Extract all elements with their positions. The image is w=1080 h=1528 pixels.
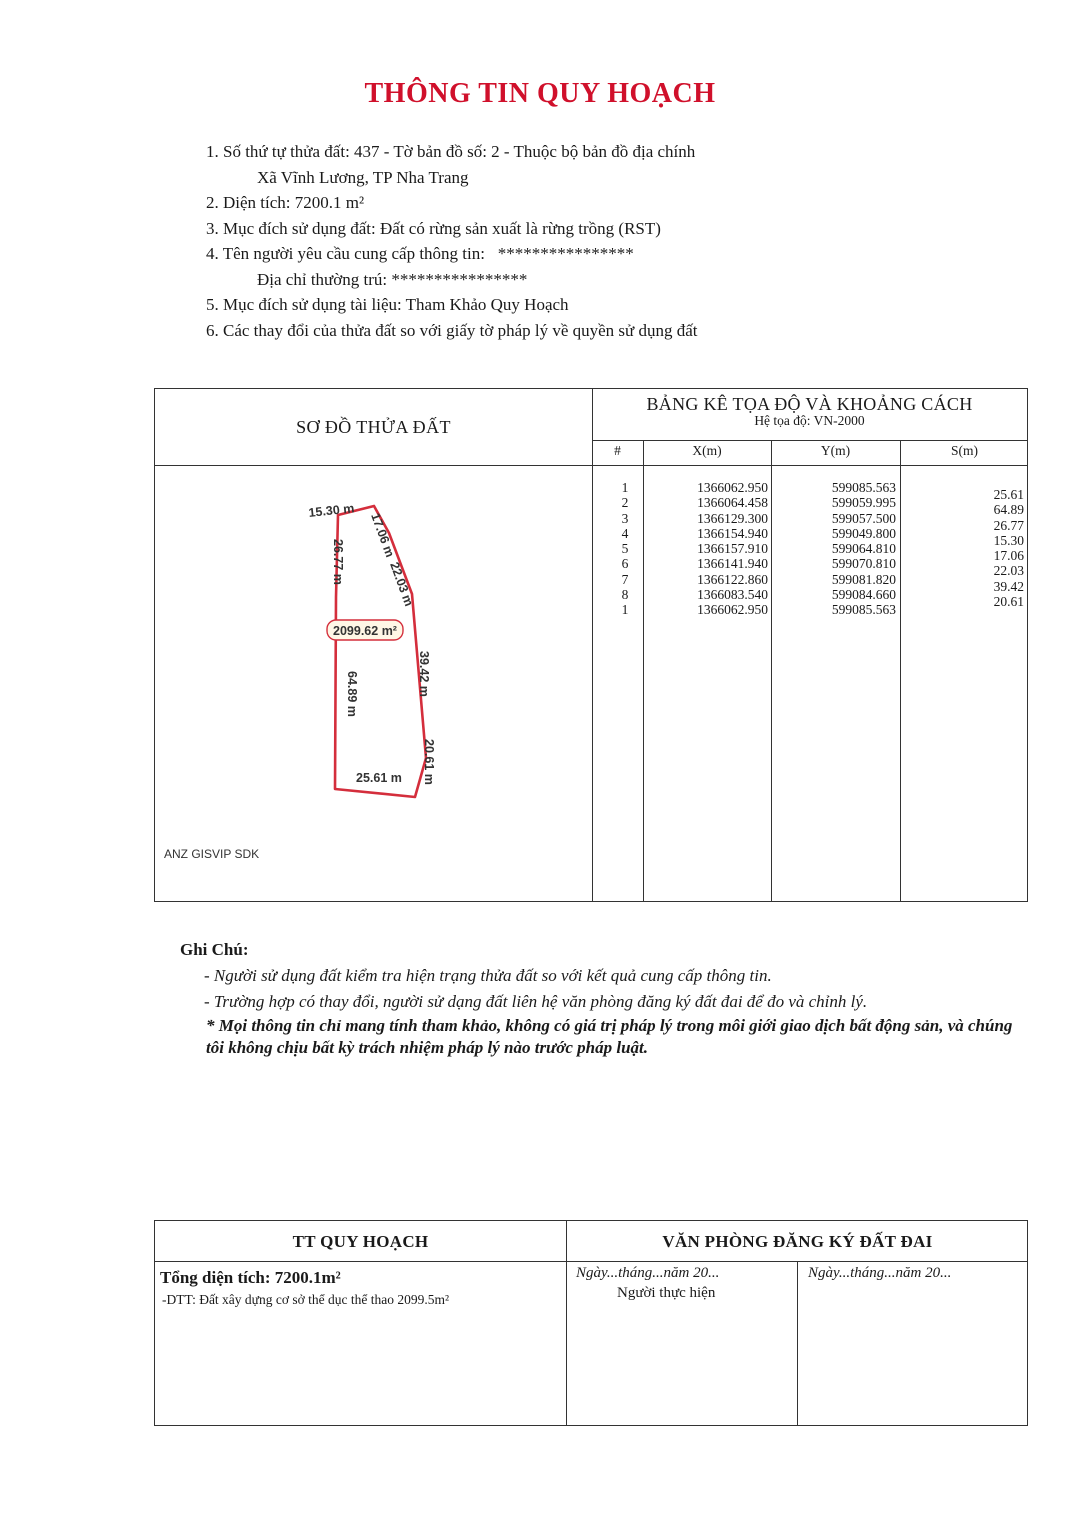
table-cell: 1366122.860: [697, 571, 768, 587]
table-cell: 599084.660: [831, 587, 896, 603]
dtt-detail: -DTT: Đất xây dựng cơ sở thể dục thể thao 2099.5m²: [162, 1292, 450, 1307]
edge-label-upper-right-2: 22.03 m: [387, 560, 417, 609]
table-cell: 599085.563: [831, 480, 896, 495]
table-cell: 2: [621, 495, 629, 511]
table-cell: 599070.810: [831, 556, 896, 572]
planning-center-header: TT QUY HOẠCH: [292, 1232, 429, 1251]
table-cell: 17.06: [993, 548, 1024, 564]
notes-section: [180, 937, 1026, 1059]
info-line-5: 5. Mục đích sử dụng tài liệu: Tham Khảo Quy Hoạch: [206, 295, 569, 314]
table-cell: 599064.810: [831, 541, 896, 557]
table-cell: 8: [621, 587, 629, 603]
table-cell: 1366157.910: [697, 541, 768, 557]
total-area: Tổng diện tích: 7200.1m²: [160, 1268, 341, 1287]
coords-header: BẢNG KÊ TỌA ĐỘ VÀ KHOẢNG CÁCH: [646, 394, 973, 414]
table-cell: 1366064.458: [697, 495, 768, 511]
table-cell: 64.89: [993, 502, 1024, 518]
note-2: - Trường hợp có thay đổi, người sử dạng đất liên hệ văn phòng đăng ký đất đai để đo và chỉnh lý.: [204, 992, 868, 1011]
info-line-4b: Địa chỉ thường trú: ****************: [257, 269, 528, 289]
area-badge: [327, 620, 403, 640]
table-cell: 599059.995: [831, 495, 896, 511]
land-office-header: VĂN PHÒNG ĐĂNG KÝ ĐẤT ĐAI: [662, 1232, 933, 1251]
document-title: THÔNG TIN QUY HOẠCH: [364, 78, 716, 109]
x-column: [643, 480, 768, 618]
info-line-3: 3. Mục đích sử dụng đất: Đất có rừng sản xuất là rừng trồng (RST): [206, 218, 661, 238]
parcel-diagram-table: [154, 388, 1028, 902]
table-cell: 5: [621, 541, 629, 557]
info-line-1: 1. Số thứ tự thửa đất: 437 - Tờ bản đồ số: 2 - Thuộc bộ bản đồ địa chính: [206, 142, 696, 161]
table-cell: 1: [621, 602, 629, 618]
table-cell: 1366062.950: [697, 480, 768, 495]
signature-table: [154, 1220, 1028, 1426]
table-cell: 3: [621, 510, 629, 526]
info-line-2: 2. Diện tích: 7200.1 m²: [206, 193, 365, 212]
edge-label-upper-left: 26.77 m: [331, 539, 345, 585]
parcel-sketch: [155, 389, 592, 901]
table-cell: 20.61: [993, 594, 1024, 610]
area-label: 2099.62 m²: [333, 624, 397, 638]
coords-subheader: Hệ tọa độ: VN-2000: [754, 413, 865, 428]
performer-label: Người thực hiện: [617, 1285, 716, 1301]
note-1: - Người sử dụng đất kiểm tra hiện trạng thửa đất so với kết quả cung cấp thông tin.: [204, 966, 772, 985]
table-cell: 7: [621, 571, 629, 587]
s-column: [900, 487, 1024, 609]
table-cell: 599049.800: [831, 525, 896, 541]
table-cell: 26.77: [993, 517, 1024, 533]
col-header-x: X(m): [692, 443, 722, 458]
edge-label-right: 39.42 m: [417, 651, 431, 697]
table-cell: 1366083.540: [697, 587, 768, 603]
col-header-y: Y(m): [820, 443, 851, 458]
date-placeholder-2: Ngày...tháng...năm 20...: [808, 1265, 952, 1281]
table-cell: 1366141.940: [697, 556, 768, 572]
table-cell: 15.30: [993, 532, 1024, 548]
note-disclaimer: * Mọi thông tin chỉ mang tính tham khảo, không có giá trị pháp lý trong môi giới giao dịch bất động sản, và chúng tôi không chịu bất kỳ trách nhiệm pháp lý nào trước pháp luật.: [206, 1016, 1013, 1057]
parcel-info: [206, 139, 698, 343]
table-cell: 599085.563: [831, 602, 896, 618]
edge-label-upper-right-1: 17.06 m: [368, 511, 398, 560]
info-line-4: [206, 241, 698, 267]
edge-label-left: 64.89 m: [345, 671, 359, 717]
table-cell: 1366129.300: [697, 510, 768, 526]
requester-label: 4. Tên người yêu cầu cung cấp thông tin:: [206, 244, 485, 263]
table-cell: 4: [621, 525, 629, 541]
y-column: [771, 480, 896, 618]
edge-label-bottom: 25.61 m: [356, 771, 402, 785]
table-cell: 22.03: [993, 563, 1024, 579]
notes-heading: Ghi Chú:: [180, 940, 249, 959]
requester-value: ****************: [497, 244, 634, 263]
col-header-index: #: [614, 443, 621, 458]
sdk-watermark: ANZ GISVIP SDK: [164, 847, 260, 861]
table-cell: 1366154.940: [697, 525, 768, 541]
table-cell: 1: [621, 480, 629, 495]
col-header-s: S(m): [951, 443, 978, 458]
edge-label-top: 15.30 m: [307, 501, 355, 520]
table-cell: 6: [621, 556, 629, 572]
table-cell: 599057.500: [831, 510, 896, 526]
edge-label-lower-right: 20.61 m: [422, 739, 436, 785]
table-cell: 599081.820: [831, 571, 896, 587]
diagram-header: SƠ ĐỒ THỬA ĐẤT: [296, 417, 451, 437]
table-cell: 39.42: [993, 578, 1024, 594]
info-line-6: 6. Các thay đổi của thửa đất so với giấy tờ pháp lý về quyền sử dụng đất: [206, 320, 698, 340]
table-cell: 1366062.950: [697, 602, 768, 618]
date-placeholder-1: Ngày...tháng...năm 20...: [576, 1265, 720, 1281]
table-cell: 25.61: [993, 487, 1024, 502]
info-line-1b: Xã Vĩnh Lương, TP Nha Trang: [257, 167, 469, 187]
